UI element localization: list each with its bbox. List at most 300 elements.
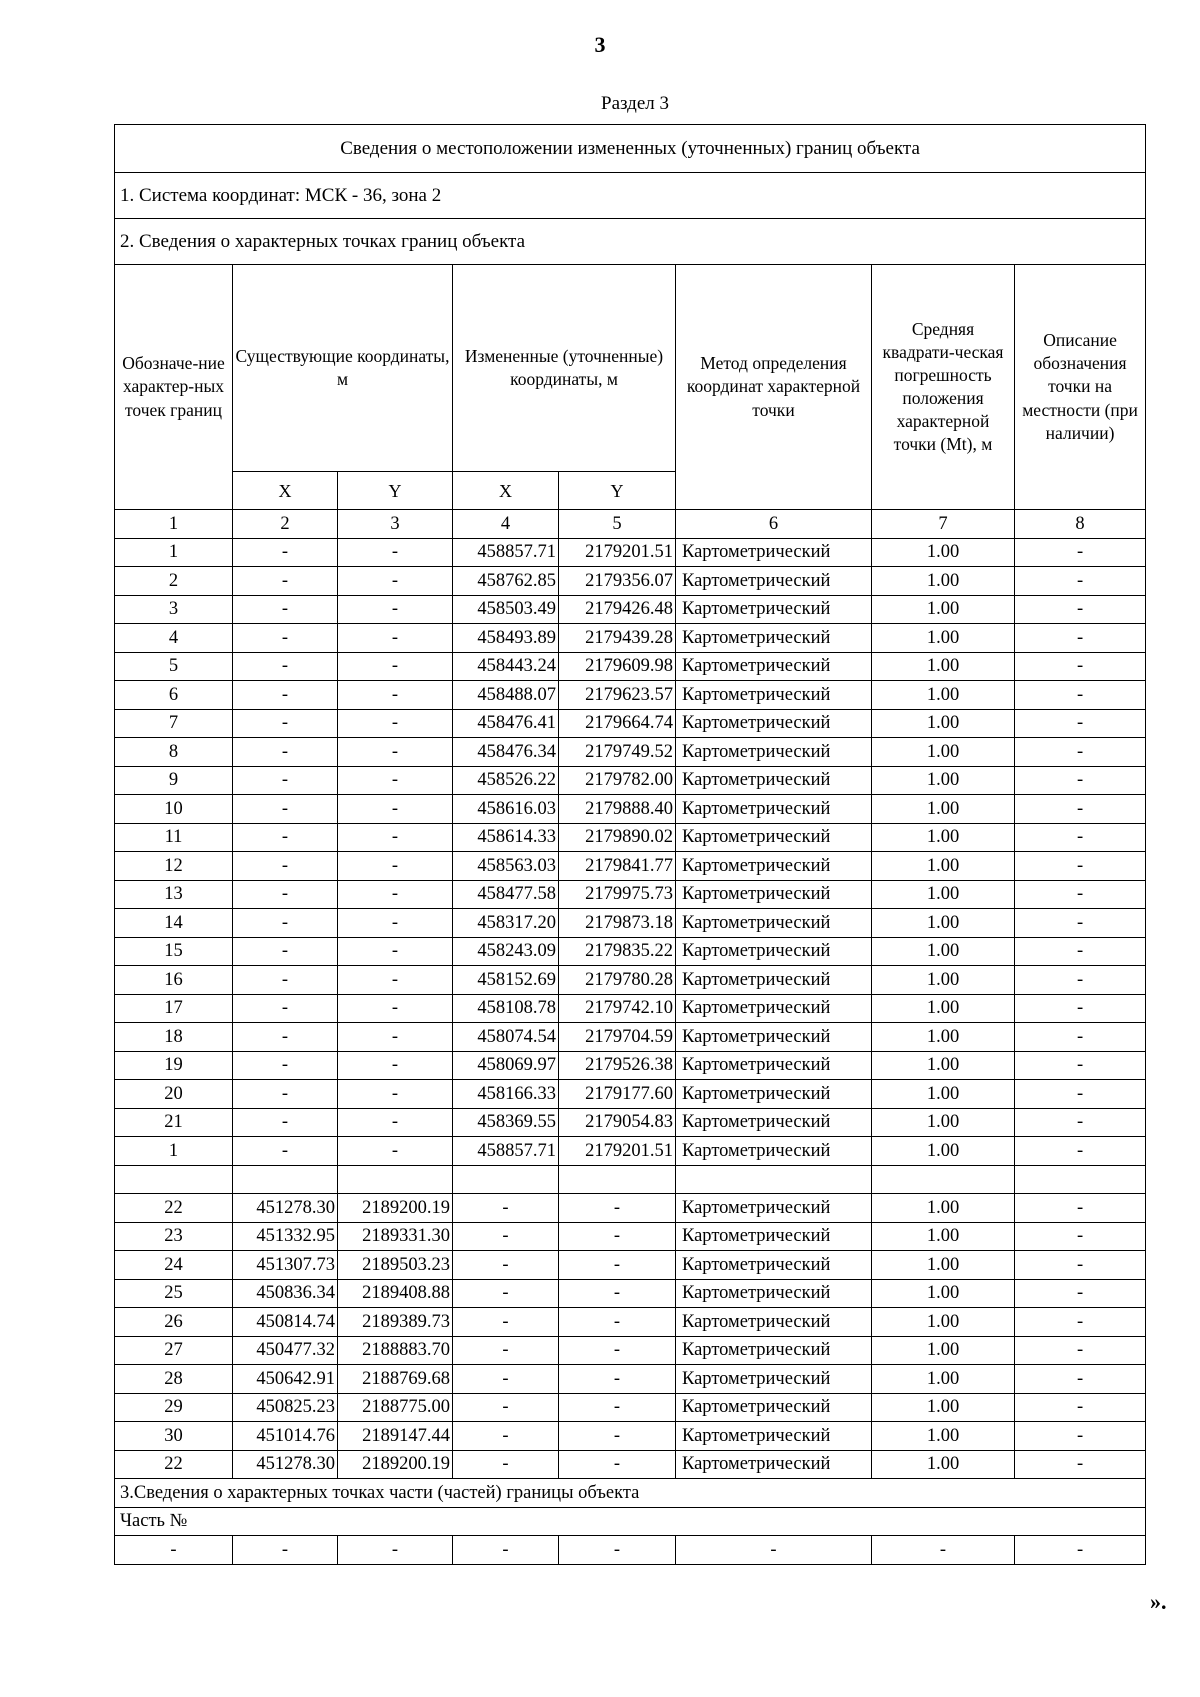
changed-x: 458166.33 <box>453 1080 559 1109</box>
changed-y: 2179780.28 <box>559 966 676 995</box>
existing-x: - <box>233 795 338 824</box>
description: - <box>1015 766 1146 795</box>
method: Картометрический <box>676 1308 872 1337</box>
changed-x: 458857.71 <box>453 538 559 567</box>
error: 1.00 <box>872 1080 1015 1109</box>
description: - <box>1015 595 1146 624</box>
existing-y: - <box>338 1023 453 1052</box>
existing-y: - <box>338 1080 453 1109</box>
point-id: 10 <box>115 795 233 824</box>
changed-y: 2179054.83 <box>559 1108 676 1137</box>
changed-x: 458369.55 <box>453 1108 559 1137</box>
changed-y: - <box>559 1279 676 1308</box>
column-numbers-row <box>115 510 1146 539</box>
parts-cell: - <box>559 1536 676 1565</box>
method: Картометрический <box>676 1023 872 1052</box>
changed-x: 458476.41 <box>453 709 559 738</box>
changed-y: 2179782.00 <box>559 766 676 795</box>
header-error: Средняя квадрати-ческая погрешность положения характерной точки (Mt), м <box>872 265 1015 510</box>
existing-x: - <box>233 766 338 795</box>
changed-y: - <box>559 1194 676 1223</box>
existing-x: - <box>233 994 338 1023</box>
point-id: 4 <box>115 624 233 653</box>
method: Картометрический <box>676 1365 872 1394</box>
table-row <box>115 709 1146 738</box>
existing-y: 2188769.68 <box>338 1365 453 1394</box>
existing-y: - <box>338 738 453 767</box>
section-title: Раздел 3 <box>601 93 669 114</box>
header-existing: Существующие координаты, м <box>233 265 453 472</box>
description: - <box>1015 1222 1146 1251</box>
changed-x: 458476.34 <box>453 738 559 767</box>
existing-y: - <box>338 937 453 966</box>
existing-x: - <box>233 1051 338 1080</box>
method: Картометрический <box>676 766 872 795</box>
point-id: 19 <box>115 1051 233 1080</box>
error: 1.00 <box>872 994 1015 1023</box>
parts-cell: - <box>233 1536 338 1565</box>
existing-y: - <box>338 994 453 1023</box>
method: Картометрический <box>676 709 872 738</box>
changed-y: 2179201.51 <box>559 538 676 567</box>
existing-x: 450477.32 <box>233 1336 338 1365</box>
existing-x: - <box>233 1137 338 1166</box>
table-row <box>115 738 1146 767</box>
changed-y: - <box>559 1422 676 1451</box>
method: Картометрический <box>676 1279 872 1308</box>
description: - <box>1015 1108 1146 1137</box>
error: 1.00 <box>872 1251 1015 1280</box>
description: - <box>1015 823 1146 852</box>
table-row <box>115 852 1146 881</box>
existing-x: - <box>233 1080 338 1109</box>
point-id: 16 <box>115 966 233 995</box>
parts-cell: - <box>338 1536 453 1565</box>
changed-x: - <box>453 1336 559 1365</box>
existing-y: 2188775.00 <box>338 1393 453 1422</box>
changed-x: - <box>453 1450 559 1479</box>
changed-x: 458069.97 <box>453 1051 559 1080</box>
header-point: Обозначе-ние характер-ных точек границ <box>115 265 233 510</box>
error: 1.00 <box>872 852 1015 881</box>
method: Картометрический <box>676 937 872 966</box>
existing-y: - <box>338 624 453 653</box>
existing-x: 450642.91 <box>233 1365 338 1394</box>
header-description: Описание обозначения точки на местности (при наличии) <box>1015 265 1146 510</box>
point-id: 22 <box>115 1194 233 1223</box>
point-id: 30 <box>115 1422 233 1451</box>
changed-y: - <box>559 1393 676 1422</box>
existing-x: - <box>233 681 338 710</box>
method: Картометрический <box>676 823 872 852</box>
table-row <box>115 1023 1146 1052</box>
changed-x: 458074.54 <box>453 1023 559 1052</box>
parts-cell: - <box>1015 1536 1146 1565</box>
column-number: 6 <box>676 510 872 539</box>
changed-y: 2179890.02 <box>559 823 676 852</box>
changed-y: - <box>559 1365 676 1394</box>
point-id: 15 <box>115 937 233 966</box>
changed-y: 2179623.57 <box>559 681 676 710</box>
description: - <box>1015 909 1146 938</box>
description: - <box>1015 880 1146 909</box>
method: Картометрический <box>676 795 872 824</box>
existing-x: - <box>233 538 338 567</box>
changed-y: 2179177.60 <box>559 1080 676 1109</box>
existing-y: 2188883.70 <box>338 1336 453 1365</box>
existing-x: 451332.95 <box>233 1222 338 1251</box>
column-number: 8 <box>1015 510 1146 539</box>
description: - <box>1015 1365 1146 1394</box>
error: 1.00 <box>872 1108 1015 1137</box>
existing-y: - <box>338 595 453 624</box>
description: - <box>1015 738 1146 767</box>
method: Картометрический <box>676 1422 872 1451</box>
changed-y: 2179835.22 <box>559 937 676 966</box>
description: - <box>1015 795 1146 824</box>
parts-cell: - <box>872 1536 1015 1565</box>
changed-x: - <box>453 1279 559 1308</box>
existing-y: - <box>338 1108 453 1137</box>
point-id: 6 <box>115 681 233 710</box>
coordinate-system: 1. Система координат: МСК - 36, зона 2 <box>115 173 1146 219</box>
description: - <box>1015 1137 1146 1166</box>
description: - <box>1015 1308 1146 1337</box>
changed-y: - <box>559 1251 676 1280</box>
method: Картометрический <box>676 880 872 909</box>
point-id: 1 <box>115 1137 233 1166</box>
closing-mark: ». <box>1150 1589 1167 1614</box>
header-method: Метод определения координат характерной точки <box>676 265 872 510</box>
error: 1.00 <box>872 1393 1015 1422</box>
header-changed-y: Y <box>559 472 676 510</box>
table-row <box>115 766 1146 795</box>
points-heading: 2. Сведения о характерных точках границ объекта <box>115 219 1146 265</box>
changed-x: - <box>453 1222 559 1251</box>
description: - <box>1015 681 1146 710</box>
point-id: 25 <box>115 1279 233 1308</box>
empty-cell <box>233 1165 338 1194</box>
error: 1.00 <box>872 595 1015 624</box>
existing-y: - <box>338 1137 453 1166</box>
changed-x: 458503.49 <box>453 595 559 624</box>
page-number: 3 <box>594 32 606 57</box>
error: 1.00 <box>872 1365 1015 1394</box>
existing-x: - <box>233 567 338 596</box>
existing-y: - <box>338 567 453 596</box>
method: Картометрический <box>676 1336 872 1365</box>
parts-cell: - <box>676 1536 872 1565</box>
table-row <box>115 652 1146 681</box>
error: 1.00 <box>872 624 1015 653</box>
changed-y: 2179873.18 <box>559 909 676 938</box>
existing-x: - <box>233 880 338 909</box>
table-row <box>115 1137 1146 1166</box>
table-row <box>115 994 1146 1023</box>
description: - <box>1015 1422 1146 1451</box>
error: 1.00 <box>872 1222 1015 1251</box>
changed-y: - <box>559 1336 676 1365</box>
method: Картометрический <box>676 738 872 767</box>
method: Картометрический <box>676 1450 872 1479</box>
error: 1.00 <box>872 567 1015 596</box>
method: Картометрический <box>676 966 872 995</box>
table-row <box>115 624 1146 653</box>
existing-x: - <box>233 823 338 852</box>
point-id: 18 <box>115 1023 233 1052</box>
table-row <box>115 1194 1146 1223</box>
point-id: 2 <box>115 567 233 596</box>
table-row <box>115 909 1146 938</box>
error: 1.00 <box>872 1336 1015 1365</box>
changed-y: - <box>559 1450 676 1479</box>
empty-cell <box>676 1165 872 1194</box>
header-changed-x: X <box>453 472 559 510</box>
table-row <box>115 1279 1146 1308</box>
point-id: 1 <box>115 538 233 567</box>
point-id: 14 <box>115 909 233 938</box>
point-id: 9 <box>115 766 233 795</box>
column-number: 7 <box>872 510 1015 539</box>
table-row <box>115 823 1146 852</box>
changed-x: - <box>453 1365 559 1394</box>
description: - <box>1015 538 1146 567</box>
changed-x: 458616.03 <box>453 795 559 824</box>
changed-y: 2179664.74 <box>559 709 676 738</box>
existing-x: 450814.74 <box>233 1308 338 1337</box>
point-id: 17 <box>115 994 233 1023</box>
method: Картометрический <box>676 909 872 938</box>
error: 1.00 <box>872 1422 1015 1451</box>
description: - <box>1015 1023 1146 1052</box>
changed-x: - <box>453 1393 559 1422</box>
changed-y: - <box>559 1308 676 1337</box>
changed-y: 2179426.48 <box>559 595 676 624</box>
changed-y: 2179704.59 <box>559 1023 676 1052</box>
table-row <box>115 1450 1146 1479</box>
existing-x: - <box>233 1023 338 1052</box>
existing-y: - <box>338 538 453 567</box>
existing-y: 2189331.30 <box>338 1222 453 1251</box>
existing-x: 451278.30 <box>233 1450 338 1479</box>
existing-x: - <box>233 966 338 995</box>
point-id: 21 <box>115 1108 233 1137</box>
point-id: 5 <box>115 652 233 681</box>
description: - <box>1015 1080 1146 1109</box>
error: 1.00 <box>872 1279 1015 1308</box>
column-number: 5 <box>559 510 676 539</box>
parts-row <box>115 1536 1146 1565</box>
point-id: 13 <box>115 880 233 909</box>
table-title: Сведения о местоположении измененных (уточненных) границ объекта <box>115 125 1146 173</box>
error: 1.00 <box>872 795 1015 824</box>
point-id: 12 <box>115 852 233 881</box>
empty-cell <box>559 1165 676 1194</box>
existing-x: 451307.73 <box>233 1251 338 1280</box>
table-row <box>115 795 1146 824</box>
point-id: 29 <box>115 1393 233 1422</box>
column-number: 3 <box>338 510 453 539</box>
error: 1.00 <box>872 1051 1015 1080</box>
table-row <box>115 1222 1146 1251</box>
point-id: 22 <box>115 1450 233 1479</box>
description: - <box>1015 966 1146 995</box>
existing-x: - <box>233 738 338 767</box>
description: - <box>1015 1051 1146 1080</box>
existing-x: - <box>233 909 338 938</box>
error: 1.00 <box>872 937 1015 966</box>
changed-x: 458243.09 <box>453 937 559 966</box>
description: - <box>1015 1450 1146 1479</box>
changed-x: - <box>453 1194 559 1223</box>
description: - <box>1015 567 1146 596</box>
column-number: 1 <box>115 510 233 539</box>
method: Картометрический <box>676 1080 872 1109</box>
error: 1.00 <box>872 966 1015 995</box>
table-row <box>115 1108 1146 1137</box>
existing-y: - <box>338 852 453 881</box>
point-id: 28 <box>115 1365 233 1394</box>
point-id: 11 <box>115 823 233 852</box>
method: Картометрический <box>676 1393 872 1422</box>
point-id: 26 <box>115 1308 233 1337</box>
existing-x: 451014.76 <box>233 1422 338 1451</box>
description: - <box>1015 624 1146 653</box>
header-existing-x: X <box>233 472 338 510</box>
changed-x: 458563.03 <box>453 852 559 881</box>
method: Картометрический <box>676 1137 872 1166</box>
table-row <box>115 1251 1146 1280</box>
method: Картометрический <box>676 595 872 624</box>
table-row <box>115 1422 1146 1451</box>
changed-x: - <box>453 1251 559 1280</box>
changed-y: 2179356.07 <box>559 567 676 596</box>
description: - <box>1015 709 1146 738</box>
empty-cell <box>453 1165 559 1194</box>
changed-x: 458488.07 <box>453 681 559 710</box>
parts-cell: - <box>453 1536 559 1565</box>
table-row <box>115 567 1146 596</box>
changed-y: 2179439.28 <box>559 624 676 653</box>
existing-x: - <box>233 652 338 681</box>
error: 1.00 <box>872 709 1015 738</box>
table-row <box>115 880 1146 909</box>
changed-y: 2179201.51 <box>559 1137 676 1166</box>
error: 1.00 <box>872 880 1015 909</box>
existing-x: - <box>233 852 338 881</box>
method: Картометрический <box>676 852 872 881</box>
description: - <box>1015 1194 1146 1223</box>
changed-x: 458493.89 <box>453 624 559 653</box>
error: 1.00 <box>872 652 1015 681</box>
table-row <box>115 1336 1146 1365</box>
point-id: 27 <box>115 1336 233 1365</box>
existing-y: 2189200.19 <box>338 1450 453 1479</box>
parts-cell: - <box>115 1536 233 1565</box>
error: 1.00 <box>872 538 1015 567</box>
table-row <box>115 937 1146 966</box>
existing-y: - <box>338 823 453 852</box>
description: - <box>1015 652 1146 681</box>
empty-cell <box>1015 1165 1146 1194</box>
description: - <box>1015 1279 1146 1308</box>
method: Картометрический <box>676 538 872 567</box>
point-id: 20 <box>115 1080 233 1109</box>
existing-y: - <box>338 966 453 995</box>
changed-y: - <box>559 1222 676 1251</box>
description: - <box>1015 852 1146 881</box>
description: - <box>1015 1336 1146 1365</box>
changed-x: 458614.33 <box>453 823 559 852</box>
error: 1.00 <box>872 1194 1015 1223</box>
point-id: 3 <box>115 595 233 624</box>
existing-y: 2189389.73 <box>338 1308 453 1337</box>
existing-x: 450836.34 <box>233 1279 338 1308</box>
error: 1.00 <box>872 909 1015 938</box>
boundary-points-table <box>114 124 1146 1565</box>
existing-y: - <box>338 766 453 795</box>
existing-y: 2189147.44 <box>338 1422 453 1451</box>
column-number: 2 <box>233 510 338 539</box>
separator-row <box>115 1165 1146 1194</box>
table-row <box>115 966 1146 995</box>
method: Картометрический <box>676 1108 872 1137</box>
changed-y: 2179749.52 <box>559 738 676 767</box>
description: - <box>1015 1393 1146 1422</box>
existing-y: - <box>338 880 453 909</box>
changed-x: 458152.69 <box>453 966 559 995</box>
error: 1.00 <box>872 1450 1015 1479</box>
changed-x: 458762.85 <box>453 567 559 596</box>
empty-cell <box>872 1165 1015 1194</box>
existing-y: - <box>338 681 453 710</box>
existing-y: 2189408.88 <box>338 1279 453 1308</box>
method: Картометрический <box>676 652 872 681</box>
method: Картометрический <box>676 1051 872 1080</box>
part-label: Часть № <box>115 1507 1146 1536</box>
method: Картометрический <box>676 567 872 596</box>
existing-x: - <box>233 709 338 738</box>
point-id: 7 <box>115 709 233 738</box>
header-changed: Измененные (уточненные) координаты, м <box>453 265 676 472</box>
point-id: 24 <box>115 1251 233 1280</box>
table-row <box>115 595 1146 624</box>
method: Картометрический <box>676 1222 872 1251</box>
existing-y: - <box>338 1051 453 1080</box>
existing-y: 2189200.19 <box>338 1194 453 1223</box>
method: Картометрический <box>676 624 872 653</box>
existing-y: - <box>338 795 453 824</box>
empty-cell <box>115 1165 233 1194</box>
changed-x: - <box>453 1422 559 1451</box>
changed-x: 458317.20 <box>453 909 559 938</box>
changed-x: 458443.24 <box>453 652 559 681</box>
changed-y: 2179841.77 <box>559 852 676 881</box>
existing-y: - <box>338 652 453 681</box>
existing-x: - <box>233 1108 338 1137</box>
existing-x: - <box>233 595 338 624</box>
changed-x: 458857.71 <box>453 1137 559 1166</box>
changed-y: 2179526.38 <box>559 1051 676 1080</box>
changed-x: - <box>453 1308 559 1337</box>
method: Картометрический <box>676 1251 872 1280</box>
table-row <box>115 1051 1146 1080</box>
table-row <box>115 681 1146 710</box>
table-row <box>115 1365 1146 1394</box>
changed-x: 458108.78 <box>453 994 559 1023</box>
existing-x: 451278.30 <box>233 1194 338 1223</box>
changed-y: 2179742.10 <box>559 994 676 1023</box>
